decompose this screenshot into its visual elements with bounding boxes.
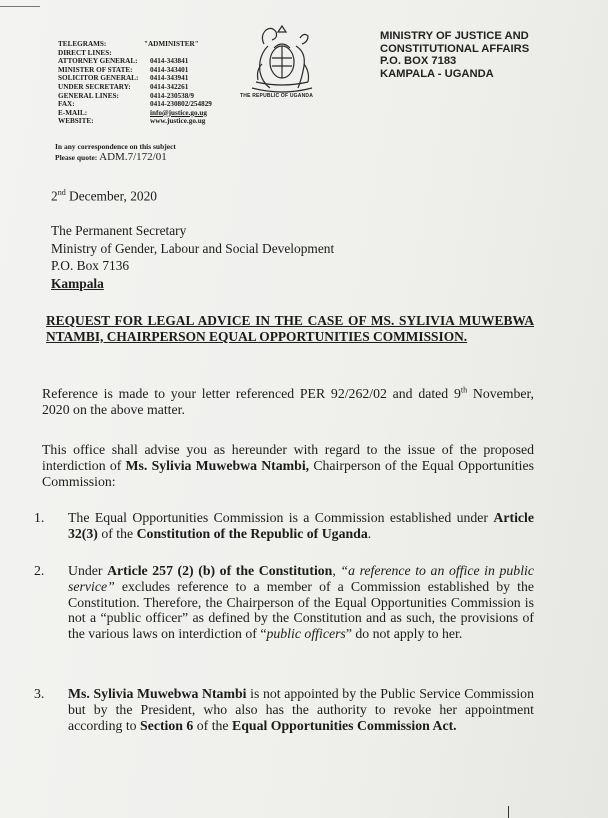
- contact-row: SOLICITOR GENERAL: 0414-343941: [58, 74, 189, 83]
- quote-reference: ADM.7/172/01: [99, 151, 167, 163]
- intro-paragraph: This office shall advise you as hereunder with regard to the issue of the proposed interdiction of Ms. Sylivia Muwebwa Ntambi, Chairperson of the Equal Opportunities Commission:: [42, 442, 535, 489]
- coat-of-arms-icon: [234, 24, 330, 100]
- numbered-point: 2. Under Article 257 (2) (b) of the Constitution, “a reference to an office in public service” excludes reference to a member of a Commission established by the Constitution. Therefore, the Chairperson of the Equal Opportunities Commission is not a “public officer” as defined by the Constitution and as such, the provisions of the various laws on interdiction of “public officers” do not apply to her.: [34, 563, 534, 642]
- letter-subject: REQUEST FOR LEGAL ADVICE IN THE CASE OF MS. SYLIVIA MUWEBWA NTAMBI, CHAIRPERSON EQUAL OPPORTUNITIES COMMISSION.: [46, 313, 534, 344]
- contact-row: MINISTER OF STATE: 0414-343401: [58, 65, 189, 74]
- letter-date: 2nd December, 2020: [51, 188, 158, 204]
- contact-row: UNDER SECRETARY: 0414-342261: [58, 82, 189, 91]
- contact-row: FAX: 0414-230802/254829: [58, 100, 212, 109]
- contact-row: E-MAIL: info@justice.go.ug: [58, 108, 207, 117]
- recipient-address: The Permanent Secretary Ministry of Gender, Labour and Social Development P.O. Box 7136 Kampala: [51, 223, 335, 291]
- reference-paragraph: Reference is made to your letter referenced PER 92/262/02 and dated 9th November, 2020 on the above matter.: [42, 385, 534, 417]
- numbered-point: 1. The Equal Opportunities Commission is a Commission established under Article 32(3) of the Constitution of the Republic of Uganda.: [34, 510, 534, 541]
- contact-row: WEBSITE: www.justice.go.ug: [58, 117, 206, 126]
- coat-caption: THE REPUBLIC OF UGANDA: [240, 93, 314, 99]
- numbered-point: 3. Ms. Sylivia Muwebwa Ntambi is not appointed by the Public Service Commission but by the President, who also has the authority to revoke her appointment according to Section 6 of the Equal Opportunities Commission Act.: [34, 686, 534, 733]
- contact-row: ATTORNEY GENERAL: 0414-343841: [58, 57, 189, 66]
- website-link[interactable]: www.justice.go.ug: [150, 117, 206, 126]
- contact-row: GENERAL LINES: 0414-230538/9: [58, 91, 194, 100]
- contact-row: TELEGRAMS: "ADMINISTER": [58, 40, 199, 48]
- page-mark: [508, 806, 509, 818]
- top-rule: [0, 6, 40, 7]
- contact-row: DIRECT LINES:: [58, 48, 112, 57]
- correspondence-note: In any correspondence on this subject Please quote: ADM.7/172/01: [55, 142, 176, 163]
- ministry-address: MINISTRY OF JUSTICE AND CONSTITUTIONAL AFFAIRS P.O. BOX 7183 KAMPALA - UGANDA: [380, 30, 530, 80]
- email-link[interactable]: info@justice.go.ug: [150, 108, 207, 117]
- contacts-block: [58, 40, 212, 126]
